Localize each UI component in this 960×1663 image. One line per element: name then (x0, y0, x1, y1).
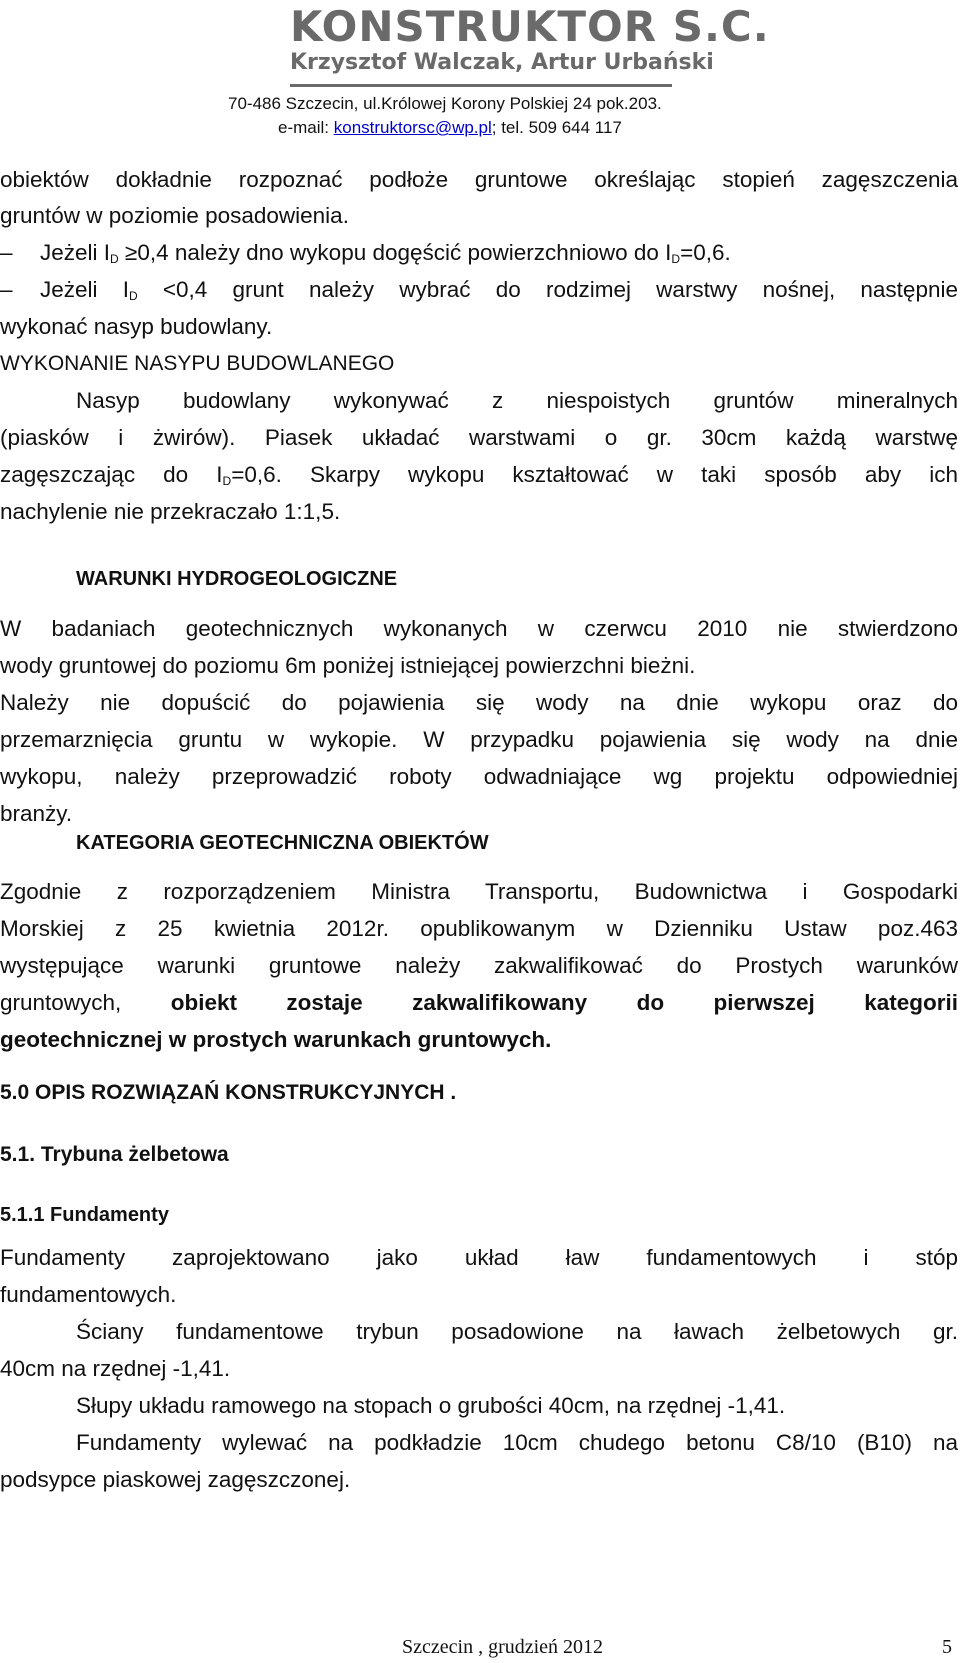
body-line (0, 990, 958, 1016)
email-prefix: e-mail: (278, 118, 334, 137)
body-line: Nasyp budowlany wykonywać z niespoistych gruntów mineralnych (76, 388, 958, 413)
subscript: D (128, 289, 138, 303)
body-line: Ściany fundamentowe trybun posadowione na ławach żelbetowych gr. (76, 1319, 958, 1344)
body-line: nachylenie nie przekraczało 1:1,5. (0, 499, 341, 524)
body-line: Zgodnie z rozporządzeniem Ministra Transportu, Budownictwa i Gospodarki (0, 879, 958, 904)
bullet-text: Jeżeli I (40, 277, 129, 302)
section-heading: WYKONANIE NASYPU BUDOWLANEGO (0, 352, 395, 375)
body-line: branży. (0, 801, 73, 826)
company-logo-title: KONSTRUKTOR S.C. (290, 2, 770, 51)
body-line (0, 462, 958, 488)
body-line: Słupy układu ramowego na stopach o grubości 40cm, na rzędnej -1,41. (76, 1393, 786, 1418)
body-line: gruntów w poziomie posadowienia. (0, 203, 349, 228)
section-heading: WARUNKI HYDROGEOLOGICZNE (76, 568, 398, 590)
subscript: D (671, 252, 681, 266)
subsection-heading: 5.1.1 Fundamenty (0, 1204, 169, 1226)
bullet-text: <0,4 grunt należy wybrać do rodzimej warstwy nośnej, następnie (162, 277, 958, 302)
text: =0,6. Skarpy wykopu kształtować w taki sposób aby ich (231, 462, 958, 487)
bullet-text: Jeżeli I (40, 240, 111, 265)
company-address: 70-486 Szczecin, ul.Królowej Korony Polskiej 24 pok.203. (228, 94, 662, 113)
contact-line (278, 118, 622, 138)
body-line: występujące warunki gruntowe należy zakwalifikować do Prostych warunków (0, 953, 958, 978)
text: gruntowych, (0, 990, 171, 1015)
body-line: wykonać nasyp budowlany. (0, 314, 273, 339)
subsection-heading: 5.1. Trybuna żelbetowa (0, 1143, 229, 1166)
body-line: 40cm na rzędnej -1,41. (0, 1356, 231, 1381)
subscript: D (222, 474, 232, 488)
body-line: przemarznięcia gruntu w wykopie. W przypadku pojawienia się wody na dnie (0, 727, 958, 752)
body-line: Fundamenty wylewać na podkładzie 10cm chudego betonu C8/10 (B10) na (76, 1430, 958, 1455)
body-line: wykopu, należy przeprowadzić roboty odwadniające wg projektu odpowiedniej (0, 764, 958, 789)
body-line: geotechnicznej w prostych warunkach gruntowych. (0, 1027, 552, 1052)
dash-bullet-icon: – (0, 240, 13, 265)
body-line: (piasków i żwirów). Piasek układać warstwami o gr. 30cm każdą warstwę (0, 425, 958, 450)
section-heading: KATEGORIA GEOTECHNICZNA OBIEKTÓW (76, 832, 489, 854)
body-line: fundamentowych. (0, 1282, 177, 1307)
body-line: Fundamenty zaprojektowano jako układ ław fundamentowych i stóp (0, 1245, 958, 1270)
text: zagęszczając do I (0, 462, 223, 487)
body-line: wody gruntowej do poziomu 6m poniżej istniejącej powierzchni bieżni. (0, 653, 696, 678)
bold-text: obiekt zostaje zakwalifikowany do pierwszej kategorii (170, 990, 959, 1015)
bullet-item (0, 240, 958, 266)
dash-bullet-icon: – (0, 277, 13, 302)
section-heading: 5.0 OPIS ROZWIĄZAŃ KONSTRUKCYJNYCH . (0, 1081, 457, 1104)
body-line: obiektów dokładnie rozpoznać podłoże gruntowe określając stopień zagęszczenia (0, 167, 958, 192)
page-number: 5 (942, 1636, 952, 1658)
company-owners: Krzysztof Walczak, Artur Urbański (290, 50, 714, 75)
body-line: podsypce piaskowej zagęszczonej. (0, 1467, 351, 1492)
body-line: Morskiej z 25 kwietnia 2012r. opublikowanym w Dzienniku Ustaw poz.463 (0, 916, 958, 941)
logo-underline (290, 84, 672, 87)
email-link[interactable]: konstruktorsc@wp.pl (333, 118, 492, 137)
phone: ; tel. 509 644 117 (491, 118, 622, 137)
subscript: D (110, 252, 119, 266)
body-line: Należy nie dopuścić do pojawienia się wody na dnie wykopu oraz do (0, 690, 958, 715)
footer-place-date: Szczecin , grudzień 2012 (402, 1636, 604, 1658)
bullet-text: =0,6. (680, 240, 731, 265)
body-line: W badaniach geotechnicznych wykonanych w czerwcu 2010 nie stwierdzono (0, 616, 958, 641)
bullet-text: ≥0,4 należy dno wykopu dogęścić powierzchniowo do I (124, 240, 672, 265)
bullet-item (0, 277, 958, 303)
